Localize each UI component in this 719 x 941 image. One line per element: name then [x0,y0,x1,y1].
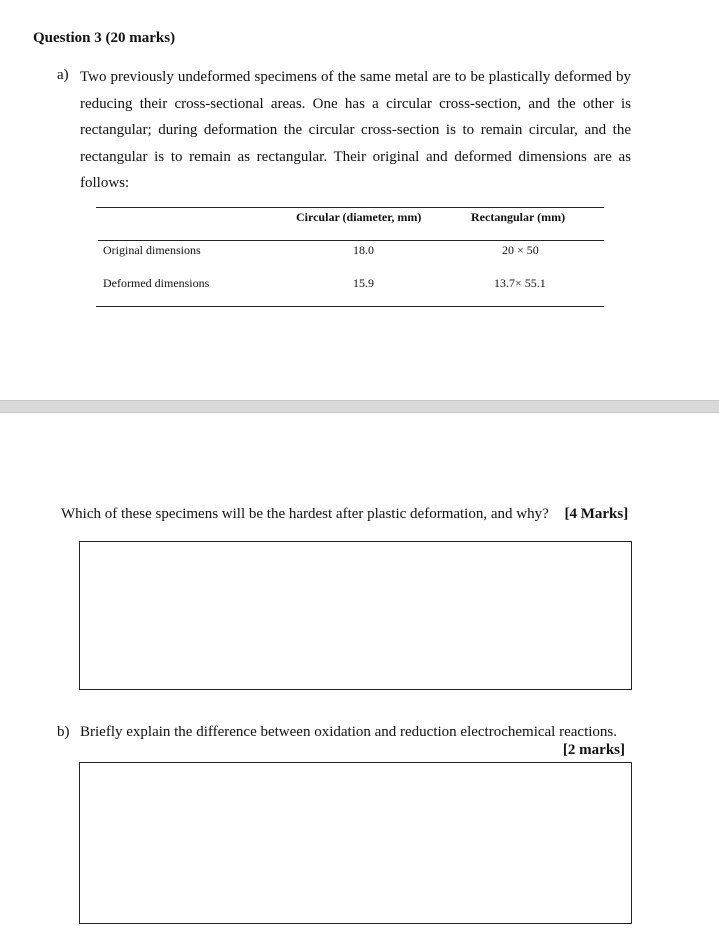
page-break-gap [0,400,719,413]
row-deformed-label: Deformed dimensions [103,276,210,290]
header-rectangular: Rectangular (mm) [471,210,566,224]
header-circular: Circular (diameter, mm) [296,210,422,224]
table-bottom-rule [96,306,604,307]
part-a-label: a) [57,67,69,83]
part-b-marks: [2 marks] [562,742,625,758]
row-deformed-rectangular: 13.7× 55.1 [494,276,546,290]
part-a-prompt-line [61,506,628,523]
part-a-marks: [4 Marks] [564,506,629,522]
part-a-prompt: Which of these specimens will be the hardest after plastic deformation, and why? [61,506,549,522]
answer-box-a[interactable] [79,541,632,690]
part-b-label: b) [57,724,70,740]
part-b-text: Briefly explain the difference between oxidation and reduction electrochemical reactions. [80,724,617,740]
row-original-label: Original dimensions [103,243,201,257]
row-deformed-circular: 15.9 [353,276,374,290]
row-original-circular: 18.0 [353,243,374,257]
part-a-text: Two previously undeformed specimens of the same metal are to be plastically deformed by reducing their cross-sectional areas. One has a circular cross-section, and the other is rectangular; during deformation the circular cross-section is to remain circular, and the rectangular is to remain as rectangular. Their original and deformed dimensions are as follows: [80,69,631,191]
question-title: Question 3 (20 marks) [33,30,176,46]
row-original-rectangular: 20 × 50 [502,243,539,257]
table-top-rule [96,207,604,208]
answer-box-b[interactable] [79,762,632,924]
table-header-rule [98,240,604,241]
